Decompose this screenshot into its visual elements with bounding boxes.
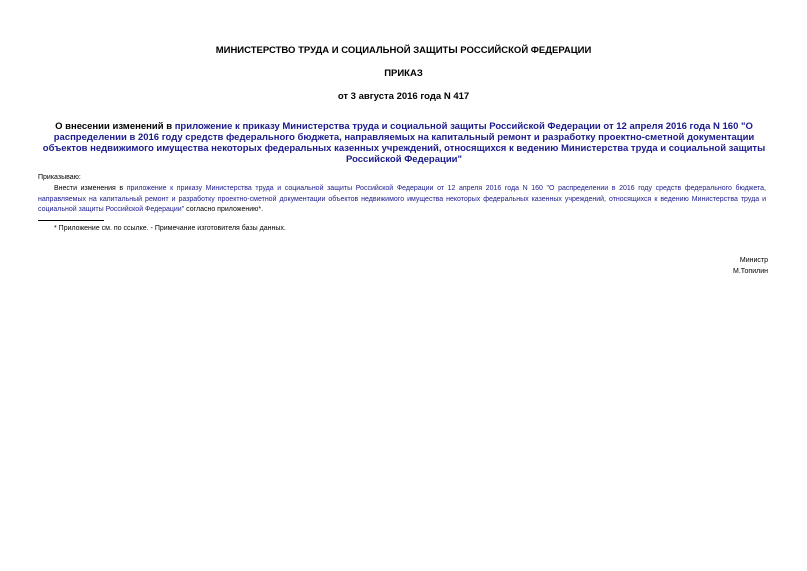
document-type: ПРИКАЗ	[384, 68, 423, 79]
document-title	[34, 121, 774, 165]
signer-name: М.Топилин	[733, 268, 768, 275]
body-suffix: согласно приложению*.	[184, 206, 264, 213]
body-link[interactable]: приложение к приказу Министерства труда и социальной защиты Российской Федерации от 12 апреля 2016 года N 160 "О распределении в 2016 году средств федерального бюджета, направляемых на капитальный ремонт и разработку проектно-сметной документации объектов недвижимого имущества некоторых федеральных казенных учреждений, относящихся к ведению Министерства труда и социальной защиты Российской Федерации"	[38, 185, 766, 213]
document-date: от 3 августа 2016 года N 417	[337, 91, 470, 102]
body-prefix: Внести изменения в	[54, 185, 127, 192]
title-link[interactable]: приложение к приказу Министерства труда и социальной защиты Российской Федерации от 12 апреля 2016 года N 160 "О распределении в 2016 году средств федерального бюджета, направляемых на капитальный ремонт и разработку проектно-сметной документации объектов недвижимого имущества некоторых федеральных казенных учреждений, относящихся к ведению Министерства труда и социальной защиты Российской Федерации"	[42, 121, 766, 165]
ministry-name: МИНИСТЕРСТВО ТРУДА И СОЦИАЛЬНОЙ ЗАЩИТЫ РОССИЙСКОЙ ФЕДЕРАЦИИ	[215, 45, 592, 56]
footnote: * Приложение см. по ссылке. - Примечание изготовителя базы данных.	[54, 225, 286, 232]
signer-title: Министр	[739, 257, 768, 264]
title-prefix: О внесении изменений в	[55, 121, 175, 132]
footnote-divider	[38, 220, 104, 221]
body-paragraph	[38, 184, 766, 216]
decree-label: Приказываю:	[38, 174, 81, 181]
